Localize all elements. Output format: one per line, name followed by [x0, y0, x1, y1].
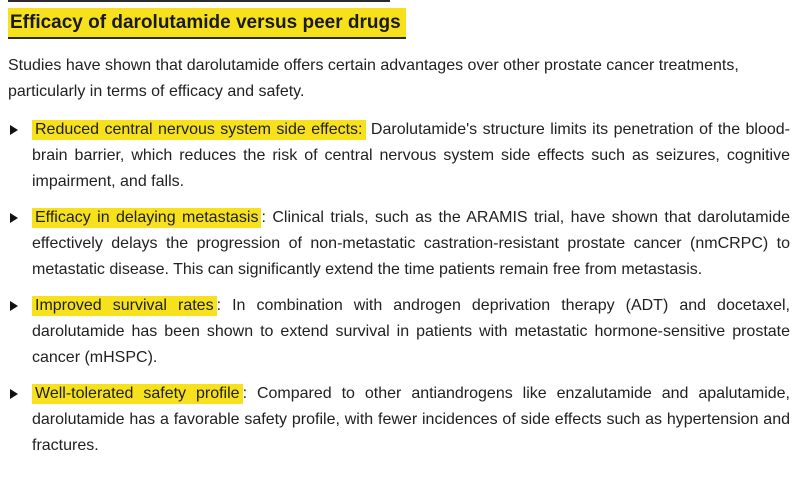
bullet-body: : Clinical trials, such as the ARAMIS trial, have shown that darolutamide effectively delays the progression of non-metastatic castration-resistant prostate cancer (nmCRPC) to metastatic disease. This can significantly extend the time patients remain free from metastasis.	[32, 208, 790, 278]
bullet-text	[32, 117, 790, 195]
bullet-body: Darolutamide's structure limits its penetration of the blood-brain barrier, which reduces the risk of central nervous system side effects such as seizures, cognitive impairment, and falls.	[32, 120, 791, 190]
bullet-body: : Compared to other antiandrogens like enzalutamide and apalutamide, darolutamide has a favorable safety profile, with fewer incidences of side effects such as hypertension and fractures.	[32, 384, 790, 454]
bullet-triangle-icon	[10, 389, 18, 399]
bullet-triangle-icon	[10, 213, 18, 223]
highlighted-phrase: Well-tolerated safety profile	[32, 384, 243, 404]
bullet-text	[32, 205, 790, 283]
page-title	[8, 8, 790, 39]
bullet-item-survival-rates	[8, 293, 790, 371]
bullet-body: : In combination with androgen deprivation therapy (ADT) and docetaxel, darolutamide has been shown to extend survival in patients with metastatic hormone-sensitive prostate cancer (mHSPC).	[32, 296, 790, 366]
page-title-highlight: Efficacy of darolutamide versus peer drugs	[8, 8, 406, 39]
highlighted-phrase: Efficacy in delaying metastasis	[32, 208, 261, 228]
bullet-item-cns-side-effects	[8, 117, 790, 195]
bullet-item-delaying-metastasis	[8, 205, 790, 283]
cropped-line-artifact	[8, 0, 390, 2]
highlighted-phrase: Improved survival rates	[32, 296, 217, 316]
highlighted-phrase: Reduced central nervous system side effects:	[32, 120, 366, 140]
bullet-list	[8, 117, 790, 459]
bullet-triangle-icon	[10, 301, 18, 311]
bullet-text	[32, 381, 790, 459]
intro-paragraph: Studies have shown that darolutamide offers certain advantages over other prostate cancer treatments, particularly in terms of efficacy and safety.	[8, 56, 739, 100]
bullet-triangle-icon	[10, 125, 18, 135]
bullet-item-safety-profile	[8, 381, 790, 459]
bullet-text	[32, 293, 790, 371]
